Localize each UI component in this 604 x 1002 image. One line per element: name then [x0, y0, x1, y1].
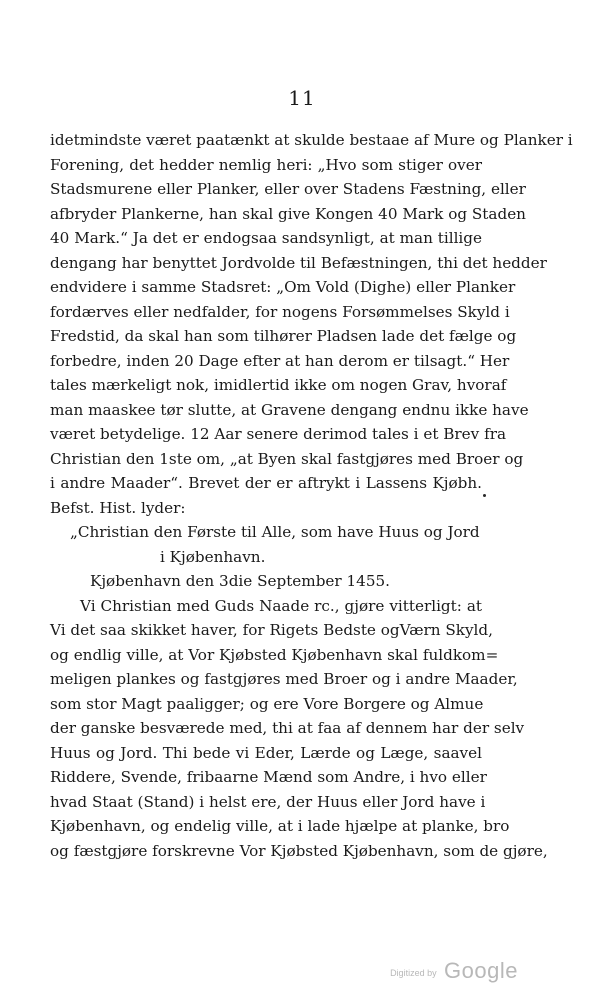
text-line: afbryder Plankerne, han skal give Kongen 40 Mark og Staden [50, 204, 526, 223]
digitized-watermark [390, 958, 518, 984]
body-text [50, 128, 573, 863]
text-line: været betydelige. 12 Aar senere derimod tales i et Brev fra [50, 425, 507, 443]
text-line: idetmindste været paatænkt at skulde bestaae af Mure og Planker i [50, 131, 573, 149]
text-line: tales mærkeligt nok, imidlertid ikke om nogen Grav, hvoraf [50, 376, 507, 394]
text-line: forbedre, inden 20 Dage efter at han derom er tilsagt.“ Her [50, 351, 510, 370]
text-line: man maaskee tør slutte, at Gravene dengang endnu ikke have [50, 400, 529, 419]
text-line: dengang har benyttet Jordvolde til Befæstningen, thi det hedder [50, 253, 547, 272]
text-line: meligen plankes og fastgjøres med Broer og i andre Maader, [50, 670, 518, 688]
ink-speck [483, 494, 486, 497]
text-line: fordærves eller nedfalder, for nogens Forsømmelses Skyld i [50, 302, 510, 321]
watermark-brand: Google [444, 958, 518, 983]
text-line: og fæstgjøre forskrevne Vor Kjøbsted Kjøbenhavn, som de gjøre, [50, 841, 548, 860]
text-line: og endlig ville, at Vor Kjøbsted Kjøbenhavn skal fuldkom= [50, 645, 499, 664]
letter-heading-line-1: „Christian den Første til Alle, som have Huus og Jord [70, 523, 480, 541]
text-line: Vi Christian med Guds Naade rc., gjøre vitterligt: at [80, 596, 482, 615]
letter-dateline: Kjøbenhavn den 3die September 1455. [90, 572, 390, 590]
text-line: Befst. Hist. lyder: [50, 498, 186, 517]
text-line: Vi det saa skikket haver, for Rigets Bedste ogVærn Skyld, [50, 621, 493, 639]
text-line: Huus og Jord. Thi bede vi Eder, Lærde og Læge, saavel [50, 743, 482, 762]
text-line: Forening, det hedder nemlig heri: „Hvo som stiger over [50, 155, 482, 174]
text-line: endvidere i samme Stadsret: „Om Vold (Dighe) eller Planker [50, 278, 516, 296]
page-number: 11 [288, 86, 316, 110]
text-line: hvad Staat (Stand) i helst ere, der Huus eller Jord have i [50, 792, 486, 811]
watermark-prefix: Digitized by [390, 968, 437, 978]
text-line: som stor Magt paaligger; og ere Vore Borgere og Almue [50, 694, 484, 713]
text-line: Stadsmurene eller Planker, eller over Stadens Fæstning, eller [50, 180, 526, 198]
text-line: Riddere, Svende, fribaarne Mænd som Andre, i hvo eller [50, 768, 487, 786]
text-line: Christian den 1ste om, „at Byen skal fastgjøres med Broer og [50, 449, 524, 468]
text-line: der ganske besværede med, thi at faa af dennem har der selv [50, 719, 525, 737]
text-line: i andre Maader“. Brevet der er aftrykt i Lassens Kjøbh. [50, 474, 482, 492]
text-line: Fredstid, da skal han som tilhører Pladsen lade det fælge og [50, 327, 517, 345]
text-line: 40 Mark.“ Ja det er endogsaa sandsynligt, at man tillige [50, 229, 482, 247]
text-line: Kjøbenhavn, og endelig ville, at i lade hjælpe at planke, bro [50, 817, 510, 835]
letter-heading-line-2: i Kjøbenhavn. [160, 547, 266, 566]
